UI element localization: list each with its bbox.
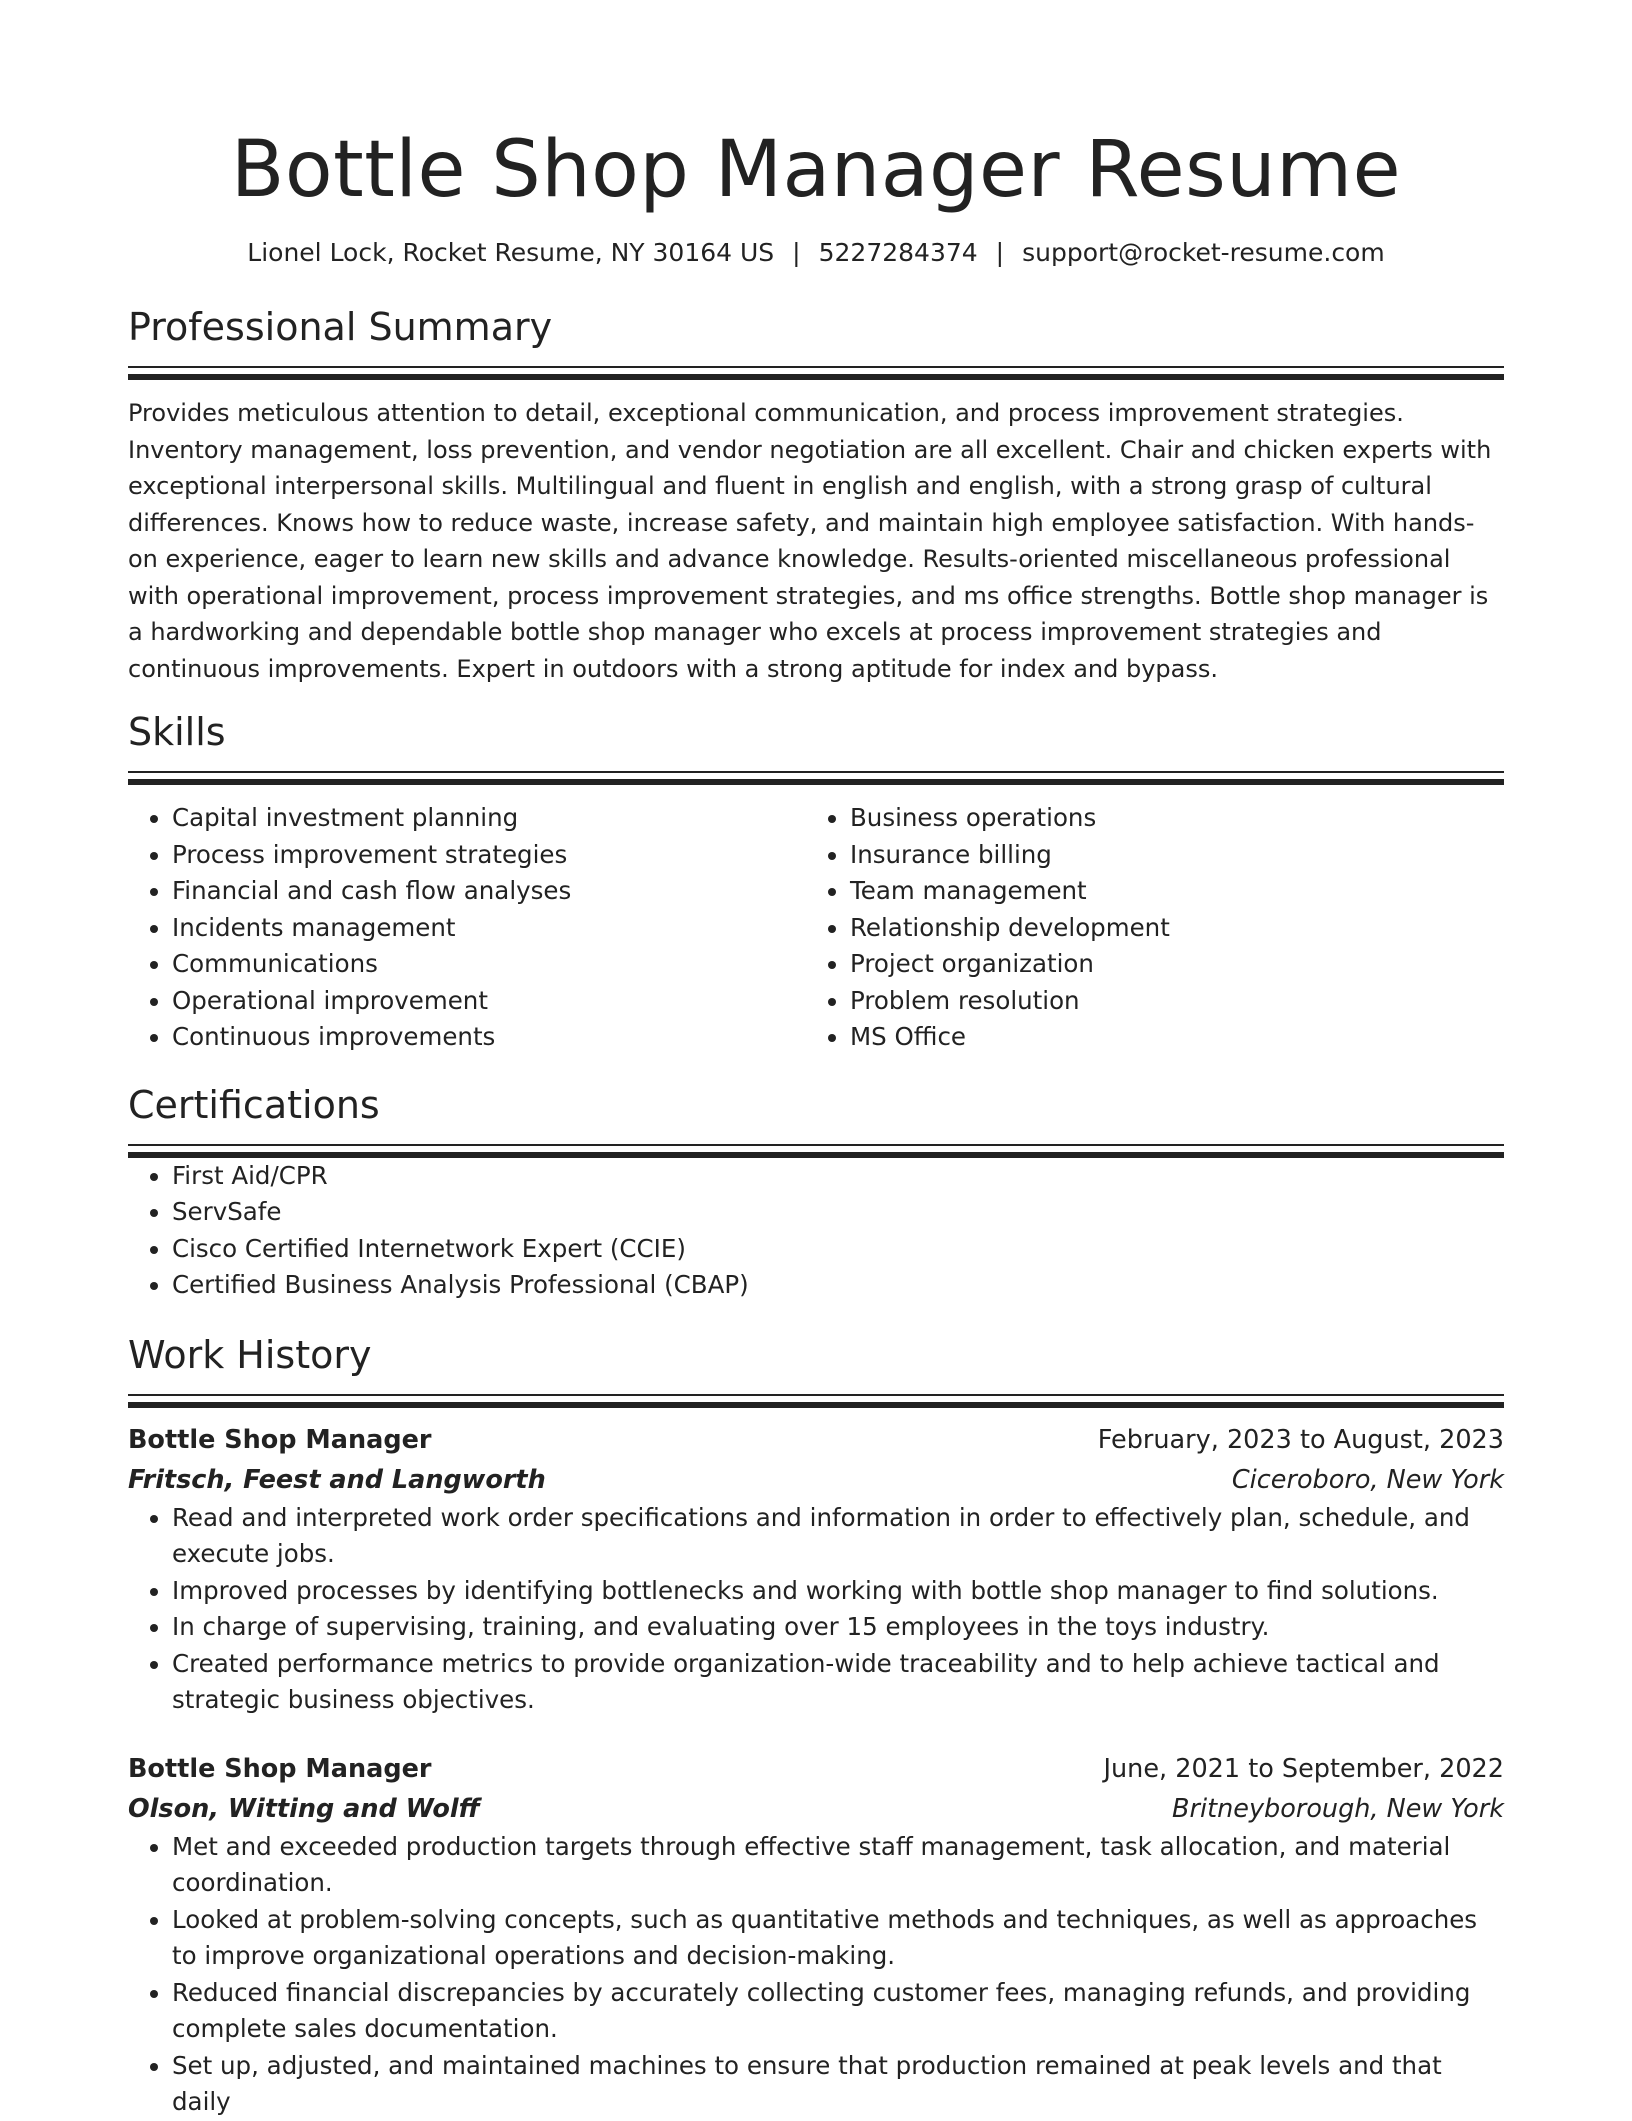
job-location: Britneyborough, New York [1172,1793,1504,1824]
contact-separator: | [792,238,801,267]
job-title: Bottle Shop Manager [128,1753,432,1784]
job-dates: February, 2023 to August, 2023 [1097,1424,1504,1455]
certifications-heading: Certifications [128,1082,380,1127]
job-dates: June, 2021 to September, 2022 [1103,1753,1504,1784]
job-bullet: • Improved processes by identifying bottlenecks and working with bottle shop manager to find solutions. [172,1573,1504,1610]
skill-item: • Capital investment planning [172,800,806,837]
skills-section [128,707,1504,1056]
summary-heading: Professional Summary [128,305,553,349]
certification-item: • First Aid/CPR [172,1158,1504,1195]
contact-separator: | [995,238,1005,267]
skill-item: • MS Office [850,1019,1484,1056]
job-bullet: • Reduced financial discrepancies by accurately collecting customer fees, managing refunds, and providing complete sales documentation. [172,1975,1504,2048]
job-location: Ciceroboro, New York [1231,1464,1504,1495]
work-history-heading: Work History [128,1332,372,1377]
job-bullet: • Set up, adjusted, and maintained machines to ensure that production remained at peak levels and that daily [172,2048,1504,2121]
section-divider [128,366,1504,380]
section-divider [128,1394,1504,1408]
resume-title: Bottle Shop Manager Resume [230,125,1402,215]
skill-item: • Communications [172,946,806,983]
contact-address: Lionel Lock, Rocket Resume, NY 30164 US [247,238,775,267]
job-header-row [128,1420,1504,1460]
section-divider [128,771,1504,785]
skill-item: • Process improvement strategies [172,837,806,874]
certifications-section [128,1080,1504,1304]
job-bullet: • Looked at problem-solving concepts, such as quantitative methods and techniques, as well as approaches to improve organizational operations and decision-making. [172,1902,1504,1975]
skills-column-right [806,800,1484,1056]
job-bullet: • In charge of supervising, training, and evaluating over 15 employees in the toys industry. [172,1609,1504,1646]
section-divider [128,1144,1504,1158]
work-history-section [128,1330,1504,2121]
contact-email[interactable]: support@rocket-resume.com [1022,238,1385,267]
job-bullet: • Read and interpreted work order specifications and information in order to effectively plan, schedule, and execute jobs. [172,1500,1504,1573]
job-bullet: • Created performance metrics to provide organization-wide traceability and to help achieve tactical and strategic business objectives. [172,1646,1504,1719]
skill-item: • Incidents management [172,910,806,947]
contact-phone: 5227284374 [818,238,978,267]
job-title: Bottle Shop Manager [128,1424,432,1455]
job-company-row [128,1789,1504,1829]
skill-item: • Business operations [850,800,1484,837]
certification-item: • Certified Business Analysis Professional (CBAP) [172,1267,1504,1304]
certification-item: • Cisco Certified Internetwork Expert (CCIE) [172,1231,1504,1268]
skill-item: • Project organization [850,946,1484,983]
skills-heading: Skills [128,710,226,754]
skill-item: • Problem resolution [850,983,1484,1020]
job-company: Fritsch, Feest and Langworth [128,1464,546,1495]
job-header-row [128,1749,1504,1789]
skill-item: • Relationship development [850,910,1484,947]
summary-text: Provides meticulous attention to detail, exceptional communication, and process improvement strategies. Inventory management, loss prevention, and vendor negotiation are all excellent. Chair and chicken experts with exceptional interpersonal skills. Multilingual and fluent in english and english, with a strong grasp of cultural differences. Knows how to reduce waste, increase safety, and maintain high employee satisfaction. With hands-on experience, eager to learn new skills and advance knowledge. Results-oriented miscellaneous professional with operational improvement, process improvement strategies, and ms office strengths. Bottle shop manager is a hardworking and dependable bottle shop manager who excels at process improvement strategies and continuous improvements. Expert in outdoors with a strong aptitude for index and bypass. [128,399,1492,683]
skills-columns [128,800,1504,1056]
job-bullet: • Met and exceeded production targets through effective staff management, task allocation, and material coordination. [172,1829,1504,1902]
resume-page [128,0,1504,2121]
skill-item: • Operational improvement [172,983,806,1020]
skill-item: • Financial and cash flow analyses [172,873,806,910]
skill-item: • Insurance billing [850,837,1484,874]
summary-section [128,302,1504,687]
skill-item: • Team management [850,873,1484,910]
job-company: Olson, Witting and Wolff [128,1793,480,1824]
contact-line [128,236,1504,270]
skill-item: • Continuous improvements [172,1019,806,1056]
job-company-row [128,1460,1504,1500]
job-entry [128,1749,1504,2121]
job-entry [128,1420,1504,1719]
certification-item: • ServSafe [172,1194,1504,1231]
skills-column-left [128,800,806,1056]
